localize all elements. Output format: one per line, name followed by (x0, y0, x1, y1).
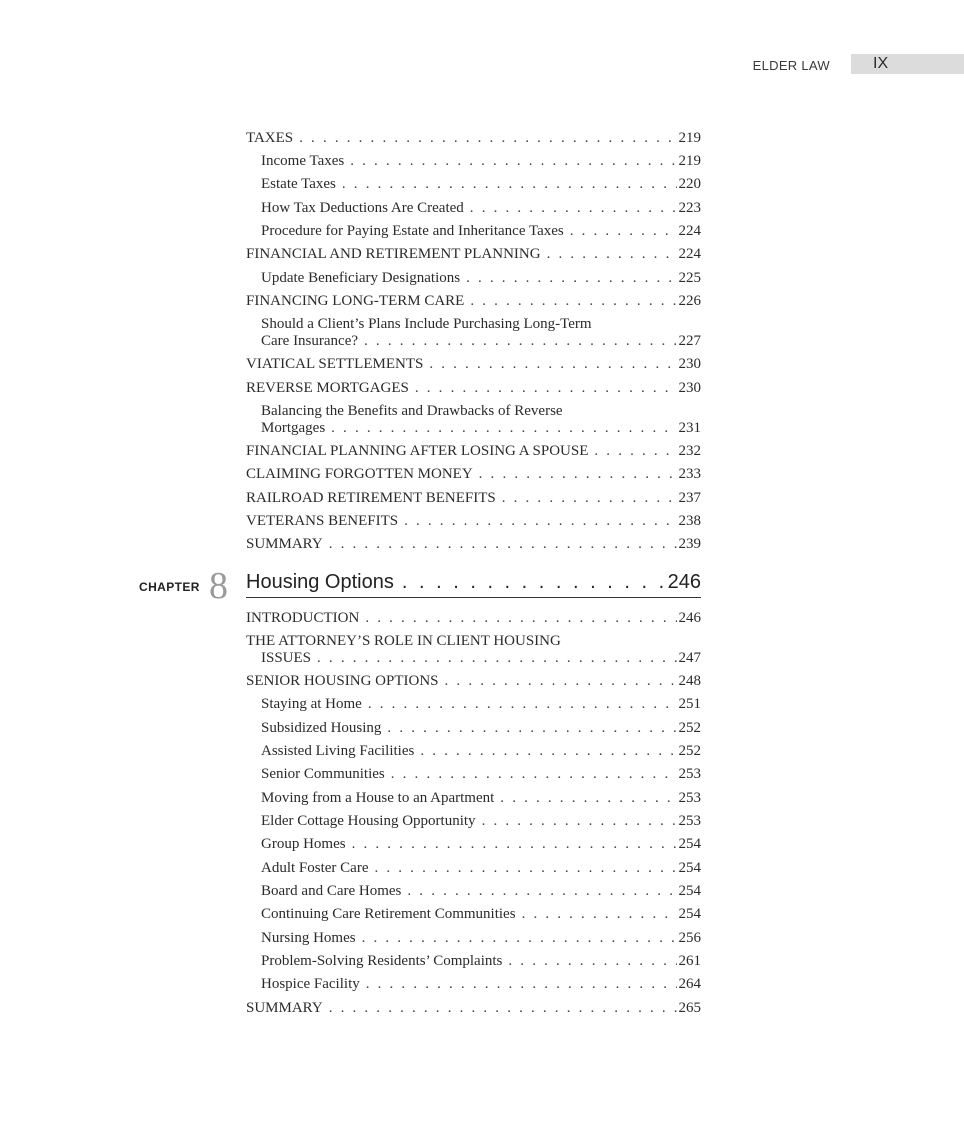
toc-entry[interactable] (246, 130, 701, 147)
toc-entry[interactable] (261, 836, 701, 853)
toc-entry-page: 227 (678, 333, 701, 349)
dot-leader (342, 176, 677, 193)
toc-entry-page: 253 (678, 813, 701, 829)
toc-entry-label: Estate Taxes (261, 176, 336, 192)
toc-entry[interactable] (261, 883, 701, 900)
toc-entry-label: FINANCIAL AND RETIREMENT PLANNING (246, 246, 541, 262)
toc-entry-label: FINANCING LONG-TERM CARE (246, 293, 465, 309)
toc-entry-label: VIATICAL SETTLEMENTS (246, 356, 424, 372)
toc-entry-page: 230 (678, 356, 701, 372)
toc-entry-label: Board and Care Homes (261, 883, 402, 899)
dot-leader (352, 836, 677, 853)
dot-leader (522, 906, 677, 923)
toc-entry[interactable] (261, 223, 701, 240)
chapter-title-line (246, 570, 701, 598)
toc-entry-label: Staying at Home (261, 696, 362, 712)
toc-entry[interactable] (246, 536, 701, 553)
toc-entry-label: Update Beneficiary Designations (261, 270, 461, 286)
toc-entry[interactable] (261, 813, 701, 830)
toc-entry-label: Assisted Living Facilities (261, 743, 415, 759)
toc-entry[interactable] (261, 720, 701, 737)
toc-entry-label: Procedure for Paying Estate and Inheritance Taxes (261, 223, 564, 239)
toc-entry-label: FINANCIAL PLANNING AFTER LOSING A SPOUSE (246, 443, 589, 459)
dot-leader (329, 1000, 677, 1017)
toc-entry-label: Problem-Solving Residents’ Complaints (261, 953, 503, 969)
toc-entry-label-line1: THE ATTORNEY’S ROLE IN CLIENT HOUSING (246, 633, 561, 649)
toc-entry-page: 264 (678, 976, 701, 992)
toc-entry-label: SUMMARY (246, 1000, 323, 1016)
toc-entry[interactable] (261, 743, 701, 760)
dot-leader (570, 223, 677, 240)
dot-leader (502, 490, 677, 507)
page-number: IX (873, 55, 889, 72)
toc-entry-page: 226 (678, 293, 701, 309)
toc-entry-label: CLAIMING FORGOTTEN MONEY (246, 466, 473, 482)
dot-leader (317, 650, 676, 667)
dot-leader (445, 673, 677, 690)
toc-entry-label: VETERANS BENEFITS (246, 513, 399, 529)
toc-entry-page: 253 (678, 790, 701, 806)
toc-entry-label: How Tax Deductions Are Created (261, 200, 464, 216)
toc-entry[interactable] (261, 790, 701, 807)
toc-entry-page: 230 (678, 380, 701, 396)
toc-entry-page: 224 (678, 223, 701, 239)
toc-entry[interactable] (261, 906, 701, 923)
toc-entry[interactable] (261, 860, 701, 877)
toc-entry-page: 254 (678, 836, 701, 852)
dot-leader (407, 883, 676, 900)
toc-entry-page: 261 (678, 953, 701, 969)
dot-leader (429, 356, 676, 373)
toc-entry-label: TAXES (246, 130, 294, 146)
dot-leader (482, 813, 677, 830)
toc-entry-label: Income Taxes (261, 153, 345, 169)
toc-entry-page: 247 (678, 650, 701, 666)
toc-entry-page: 265 (678, 1000, 701, 1016)
toc-entry-page: 224 (678, 246, 701, 262)
dot-leader (374, 860, 676, 877)
toc-entry-label: Nursing Homes (261, 930, 356, 946)
toc-entry-label: Continuing Care Retirement Communities (261, 906, 516, 922)
toc-entry[interactable] (261, 976, 701, 993)
book-title: ELDER LAW (752, 58, 830, 73)
toc-entry-label: Subsidized Housing (261, 720, 382, 736)
dot-leader (362, 930, 677, 947)
dot-leader (508, 953, 676, 970)
dot-leader (470, 293, 676, 310)
toc-entry[interactable] (246, 610, 701, 627)
toc-entry[interactable] (261, 930, 701, 947)
toc-entry[interactable] (261, 270, 701, 287)
toc-entry[interactable] (246, 513, 701, 530)
toc-entry[interactable] (246, 356, 701, 373)
toc-entry-label: RAILROAD RETIREMENT BENEFITS (246, 490, 496, 506)
dot-leader (329, 536, 677, 553)
toc-entry-label-line1: Balancing the Benefits and Drawbacks of Reverse (261, 403, 563, 419)
toc-entry-page: 252 (678, 720, 701, 736)
running-head (0, 54, 964, 76)
toc-entry-page: 238 (678, 513, 701, 529)
toc-entry-page: 254 (678, 883, 701, 899)
dot-leader (470, 200, 677, 217)
toc-entry-label: SUMMARY (246, 536, 323, 552)
toc-entry-page: 219 (678, 153, 701, 169)
toc-entry-label: Adult Foster Care (261, 860, 369, 876)
toc-entry[interactable] (261, 696, 701, 713)
chapter-heading[interactable] (0, 565, 964, 608)
toc-entry-page: 225 (678, 270, 701, 286)
dot-leader (479, 466, 677, 483)
dot-leader (415, 380, 677, 397)
toc-entry-page: 248 (678, 673, 701, 689)
toc-entry-page: 251 (678, 696, 701, 712)
toc-entry-label-line2: Mortgages (261, 420, 326, 436)
toc-entry-label: INTRODUCTION (246, 610, 360, 626)
chapter-page: 246 (667, 571, 701, 593)
toc-entry[interactable] (261, 766, 701, 783)
toc-entry-page: 232 (678, 443, 701, 459)
dot-leader (331, 420, 676, 437)
page-number-tab (851, 54, 964, 74)
toc-entry-page: 223 (678, 200, 701, 216)
toc-entry[interactable] (246, 633, 701, 667)
toc-entry-page: 239 (678, 536, 701, 552)
chapter-title: Housing Options (246, 571, 394, 593)
dot-leader (350, 153, 676, 170)
toc-entry[interactable] (246, 443, 701, 460)
toc-entry[interactable] (261, 953, 701, 970)
toc-entry-label: Group Homes (261, 836, 346, 852)
dot-leader (368, 696, 677, 713)
chapter-word: CHAPTER (139, 580, 200, 594)
chapter-number: 8 (209, 565, 228, 607)
toc-entry-page: 220 (678, 176, 701, 192)
toc-entry[interactable] (261, 403, 701, 437)
dot-leader (364, 333, 676, 350)
toc-entry-label-line2: Care Insurance? (261, 333, 359, 349)
toc-entry[interactable] (246, 673, 701, 690)
dot-leader (387, 720, 676, 737)
toc-entry[interactable] (261, 316, 701, 350)
dot-leader (402, 570, 666, 594)
dot-leader (466, 270, 676, 287)
toc-entry-page: 256 (678, 930, 701, 946)
dot-leader (500, 790, 676, 807)
toc-entry[interactable] (261, 176, 701, 193)
dot-leader (547, 246, 677, 263)
dot-leader (366, 976, 677, 993)
dot-leader (594, 443, 676, 460)
dot-leader (299, 130, 676, 147)
toc-entry-label: Elder Cottage Housing Opportunity (261, 813, 476, 829)
dot-leader (404, 513, 676, 530)
toc-entry[interactable] (246, 1000, 701, 1017)
toc-entry[interactable] (246, 380, 701, 397)
toc-entry-page: 254 (678, 860, 701, 876)
toc-entry-page: 254 (678, 906, 701, 922)
toc-entry-page: 219 (678, 130, 701, 146)
toc-entry[interactable] (246, 293, 701, 310)
dot-leader (365, 610, 676, 627)
toc-entry-label: Moving from a House to an Apartment (261, 790, 495, 806)
toc-entry-label-line1: Should a Client’s Plans Include Purchasing Long-Term (261, 316, 592, 332)
dot-leader (391, 766, 677, 783)
toc-entry-page: 231 (678, 420, 701, 436)
toc-entry[interactable] (261, 153, 701, 170)
toc-entry-page: 252 (678, 743, 701, 759)
toc-entry-page: 246 (678, 610, 701, 626)
toc-entry[interactable] (246, 246, 701, 263)
toc-entry-label: SENIOR HOUSING OPTIONS (246, 673, 439, 689)
toc-entry-label: Hospice Facility (261, 976, 360, 992)
toc-entry-label: REVERSE MORTGAGES (246, 380, 409, 396)
toc-entry-page: 253 (678, 766, 701, 782)
dot-leader (420, 743, 676, 760)
toc-entry-label-line2: ISSUES (261, 650, 312, 666)
toc-entry[interactable] (246, 490, 701, 507)
toc-entry-page: 237 (678, 490, 701, 506)
toc-entry-page: 233 (678, 466, 701, 482)
toc-entry-label: Senior Communities (261, 766, 385, 782)
toc-entry[interactable] (261, 200, 701, 217)
toc-entry[interactable] (246, 466, 701, 483)
